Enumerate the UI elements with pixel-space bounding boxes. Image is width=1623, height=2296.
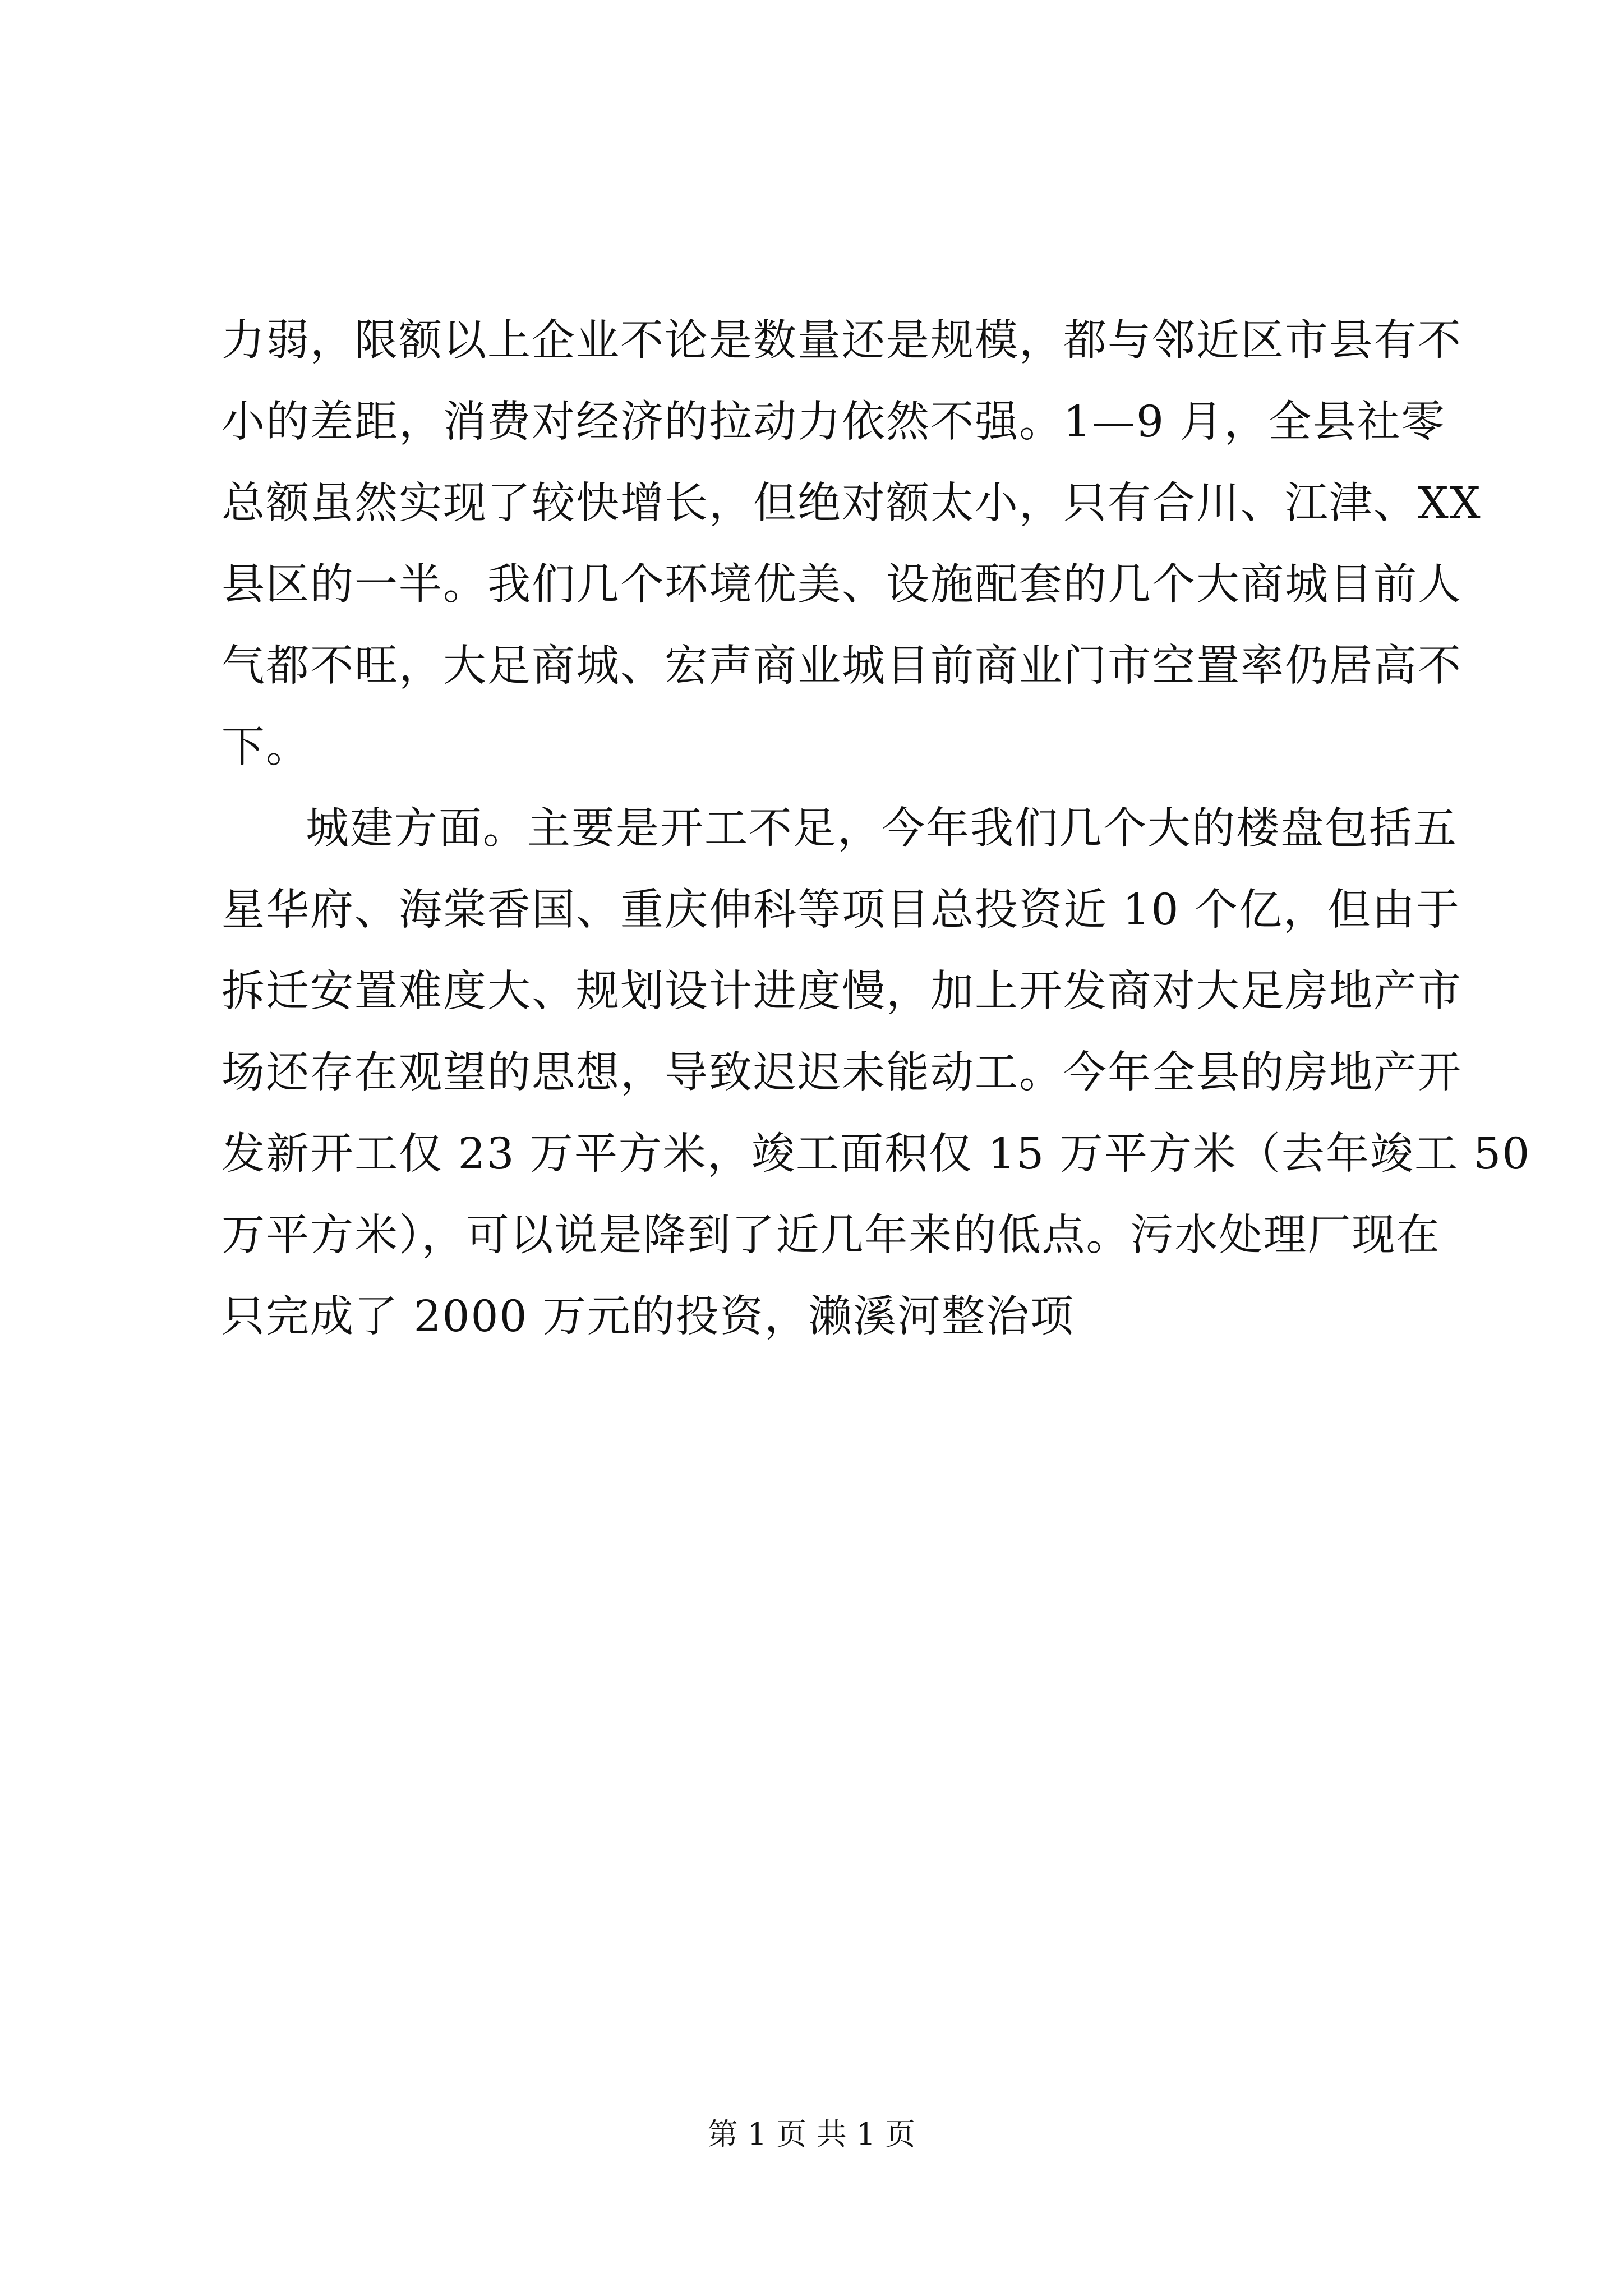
text-line: 只完成了 2000 万元的投资，濑溪河整治项: [222, 1292, 1075, 1342]
page-number-label: 第 1 页 共 1 页: [707, 2116, 916, 2152]
page-footer: [0, 2115, 1623, 2154]
text-line: 拆迁安置难度大、规划设计进度慢，加上开发商对大足房地产市: [222, 967, 1462, 1016]
text-line: 星华府、海棠香国、重庆伸科等项目总投资近 10 个亿，但由于: [222, 885, 1460, 935]
text-line: 城建方面。主要是开工不足，今年我们几个大的楼盘包括五: [306, 804, 1458, 854]
paragraph-urban-construction: [222, 788, 1531, 1358]
text-line: 发新开工仅 23 万平方米，竣工面积仅 15 万平方米（去年竣工 50: [222, 1129, 1531, 1179]
text-line: 场还存在观望的思想，导致迟迟未能动工。今年全县的房地产开: [222, 1048, 1462, 1098]
text-line: 县区的一半。我们几个环境优美、设施配套的几个大商城目前人: [222, 560, 1462, 610]
paragraph-commerce: [222, 300, 1482, 788]
text-line: 总额虽然实现了较快增长，但绝对额太小，只有合川、江津、XX: [222, 478, 1482, 528]
document-body: [222, 300, 1531, 1358]
text-line: 万平方米），可以说是降到了近几年来的低点。污水处理厂现在: [222, 1211, 1441, 1260]
text-line: 气都不旺，大足商城、宏声商业城目前商业门市空置率仍居高不: [222, 641, 1462, 691]
text-line: 小的差距，消费对经济的拉动力依然不强。1—9 月，全县社零: [222, 397, 1446, 447]
text-line: 力弱，限额以上企业不论是数量还是规模，都与邻近区市县有不: [222, 316, 1462, 366]
text-line: 下。: [222, 723, 310, 772]
